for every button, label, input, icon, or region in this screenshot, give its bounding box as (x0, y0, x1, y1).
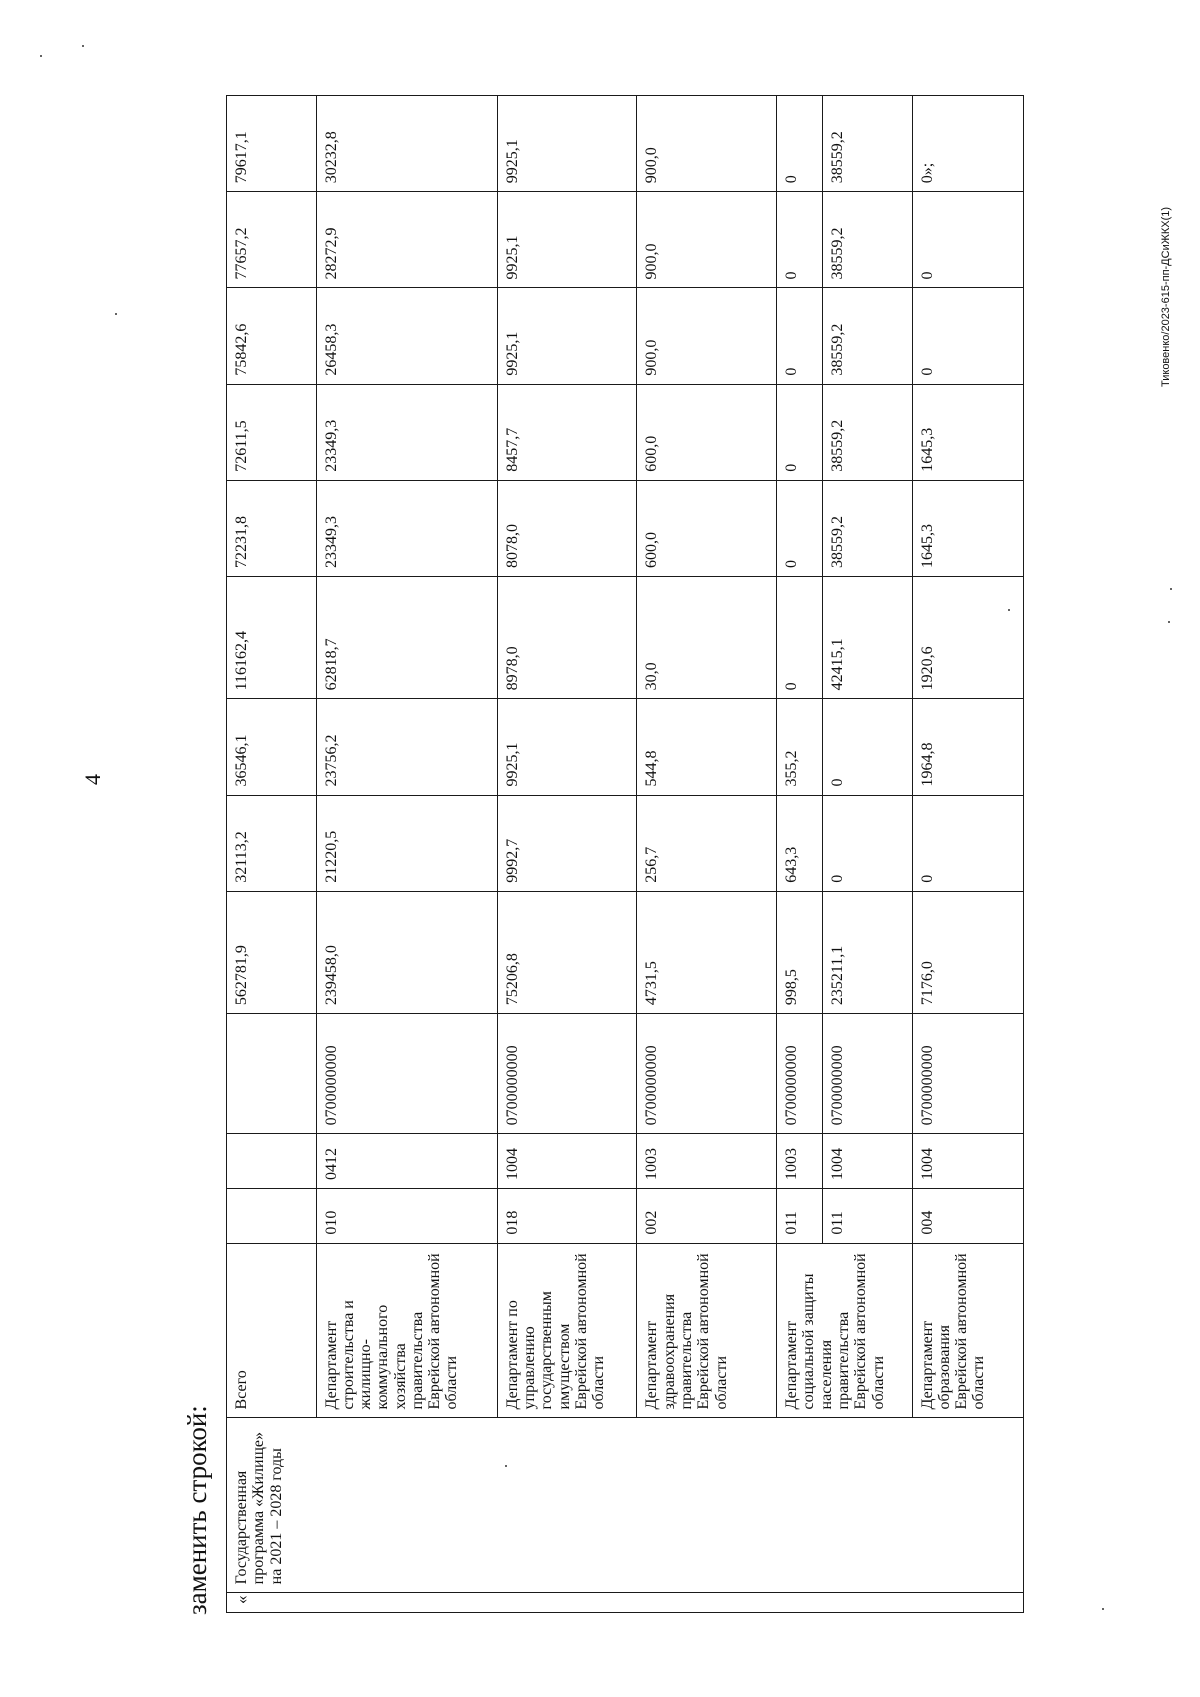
table-body (227, 96, 1024, 1613)
amount-cell: 0»; (912, 96, 1023, 192)
table-row (912, 96, 1023, 1613)
amount-cell: 0 (777, 576, 823, 698)
amount-cell: 38559,2 (823, 192, 913, 288)
amount-cell: 30232,8 (316, 96, 497, 192)
amount-cell: 38559,2 (823, 96, 913, 192)
table-row (316, 96, 497, 1613)
executor-name: Департамент по управлению государственным имуществом Еврейской автономной области (497, 1243, 637, 1418)
amount-cell: 600,0 (637, 480, 777, 576)
amount-cell: 0 (823, 795, 913, 891)
table-row (227, 96, 317, 1613)
amount-cell: 38559,2 (823, 384, 913, 480)
target-article-code: 0700000000 (316, 1014, 497, 1134)
target-article-code: 0700000000 (823, 1014, 913, 1134)
amount-cell: 62818,7 (316, 576, 497, 698)
section-code: 0412 (316, 1134, 497, 1189)
amount-cell: 23349,3 (316, 384, 497, 480)
grbs-code: 002 (637, 1188, 777, 1243)
amount-cell: 8457,7 (497, 384, 637, 480)
amount-cell: 900,0 (637, 192, 777, 288)
amount-cell: 72231,8 (227, 480, 317, 576)
program-name: Государственная программа «Жилище» на 2021 – 2028 годы (227, 1418, 1024, 1593)
amount-cell: 239458,0 (316, 891, 497, 1013)
scan-speck (40, 55, 42, 57)
amount-cell: 9925,1 (497, 96, 637, 192)
executor-name: Департамент образования Еврейской автономной области (912, 1243, 1023, 1418)
amount-cell: 9925,1 (497, 699, 637, 795)
section-code: 1004 (497, 1134, 637, 1189)
amount-cell: 235211,1 (823, 891, 913, 1013)
amount-cell: 32113,2 (227, 795, 317, 891)
grbs-code: 011 (777, 1188, 823, 1243)
table-row (637, 96, 777, 1613)
amount-cell: 0 (777, 480, 823, 576)
opening-quote: « (227, 1593, 1024, 1613)
amount-cell: 30,0 (637, 576, 777, 698)
amount-cell: 9992,7 (497, 795, 637, 891)
amount-cell: 600,0 (637, 384, 777, 480)
amount-cell: 23349,3 (316, 480, 497, 576)
amount-cell: 77657,2 (227, 192, 317, 288)
table-row (497, 96, 637, 1613)
section-code: 1004 (912, 1134, 1023, 1189)
target-article-code: 0700000000 (637, 1014, 777, 1134)
amount-cell: 36546,1 (227, 699, 317, 795)
amount-cell: 643,3 (777, 795, 823, 891)
grbs-code: 011 (823, 1188, 913, 1243)
document-footer: Тиковенко/2023-615-пп-ДСиЖКХ(1) (1160, 206, 1172, 387)
grbs-code: 010 (316, 1188, 497, 1243)
grbs-code: 018 (497, 1188, 637, 1243)
amount-cell: 0 (777, 96, 823, 192)
amount-cell: 562781,9 (227, 891, 317, 1013)
amount-cell: 42415,1 (823, 576, 913, 698)
amount-cell: 23756,2 (316, 699, 497, 795)
target-article-code: 0700000000 (497, 1014, 637, 1134)
scan-speck (1168, 621, 1170, 623)
intro-text: заменить строкой: (182, 1405, 212, 1615)
amount-cell: 75842,6 (227, 288, 317, 384)
section-code: 1004 (823, 1134, 913, 1189)
executor-name: Всего (227, 1243, 317, 1418)
section-code: 1003 (777, 1134, 823, 1189)
amount-cell: 21220,5 (316, 795, 497, 891)
section-code (227, 1134, 317, 1189)
scan-speck (115, 313, 117, 315)
amount-cell: 8978,0 (497, 576, 637, 698)
amount-cell: 0 (777, 288, 823, 384)
amount-cell: 1645,3 (912, 384, 1023, 480)
amount-cell: 0 (777, 384, 823, 480)
amount-cell: 4731,5 (637, 891, 777, 1013)
budget-table (226, 95, 1024, 1613)
executor-name: Департамент здравоохранения правительства Еврейской автономной области (637, 1243, 777, 1418)
amount-cell: 1920,6 (912, 576, 1023, 698)
target-article-code: 0700000000 (912, 1014, 1023, 1134)
amount-cell: 28272,9 (316, 192, 497, 288)
scan-speck (1102, 1608, 1104, 1610)
amount-cell: 998,5 (777, 891, 823, 1013)
amount-cell: 0 (912, 192, 1023, 288)
page-number: 4 (80, 774, 105, 785)
amount-cell: 0 (777, 192, 823, 288)
amount-cell: 9925,1 (497, 192, 637, 288)
grbs-code: 004 (912, 1188, 1023, 1243)
amount-cell: 8078,0 (497, 480, 637, 576)
target-article-code (227, 1014, 317, 1134)
section-code: 1003 (637, 1134, 777, 1189)
amount-cell: 72611,5 (227, 384, 317, 480)
table-row (777, 96, 823, 1613)
amount-cell: 7176,0 (912, 891, 1023, 1013)
amount-cell: 900,0 (637, 288, 777, 384)
amount-cell: 256,7 (637, 795, 777, 891)
scan-speck (505, 1465, 507, 1467)
grbs-code (227, 1188, 317, 1243)
amount-cell: 900,0 (637, 96, 777, 192)
amount-cell: 544,8 (637, 699, 777, 795)
amount-cell: 355,2 (777, 699, 823, 795)
amount-cell: 9925,1 (497, 288, 637, 384)
amount-cell: 116162,4 (227, 576, 317, 698)
scan-speck (82, 45, 84, 47)
amount-cell: 38559,2 (823, 480, 913, 576)
amount-cell: 1964,8 (912, 699, 1023, 795)
amount-cell: 0 (912, 288, 1023, 384)
amount-cell: 26458,3 (316, 288, 497, 384)
amount-cell: 75206,8 (497, 891, 637, 1013)
target-article-code: 0700000000 (777, 1014, 823, 1134)
amount-cell: 0 (912, 795, 1023, 891)
scan-speck (1008, 609, 1010, 611)
amount-cell: 0 (823, 699, 913, 795)
amount-cell: 38559,2 (823, 288, 913, 384)
amount-cell: 1645,3 (912, 480, 1023, 576)
amount-cell: 79617,1 (227, 96, 317, 192)
executor-name: Департамент социальной защиты населения правительства Еврейской автономной области (777, 1243, 912, 1418)
executor-name: Департамент строительства и жилищно-коммунального хозяйства правительства Еврейской автономной области (316, 1243, 497, 1418)
scan-speck (1170, 588, 1172, 590)
